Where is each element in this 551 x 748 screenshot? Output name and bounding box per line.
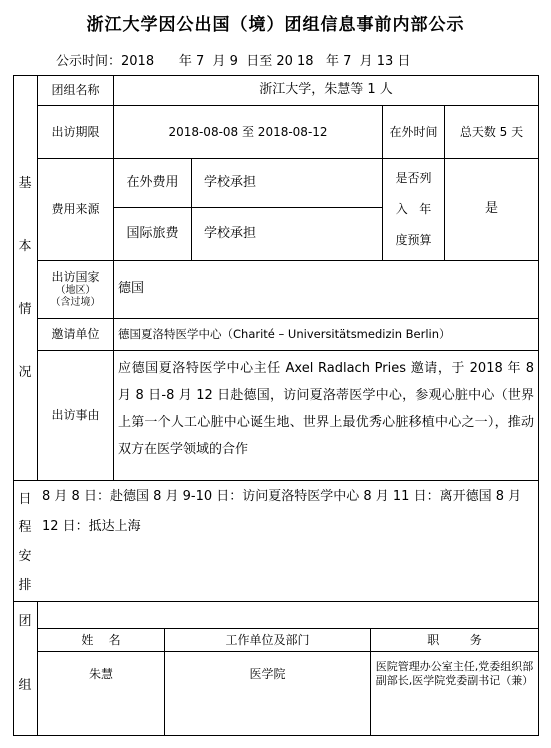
members-header-name: 姓 名 bbox=[81, 632, 121, 647]
inviter-label: 邀请单位 bbox=[51, 327, 100, 341]
budget-label-line-3: 度预算 bbox=[395, 233, 432, 247]
section-basic-char-2: 本 bbox=[18, 239, 32, 254]
member-position: 医院管理办公室主任,党委组织部副部长,医学院党委副书记（兼） bbox=[375, 659, 534, 687]
reason-value: 应德国夏洛特医学中心主任 Axel Radlach Pries 邀请，于 2018 年 8 月 8 日-8 月 12 日赴德国，访问夏洛蒂医学中心，参观心脏中心（世界上第一个人工心脏中心诞生地、世界上最优秀心脏移植中心之一），推动双方在医学领域的合作 bbox=[118, 361, 534, 457]
reason-label: 出访事由 bbox=[51, 408, 100, 422]
section-basic-char-1: 基 bbox=[18, 176, 32, 191]
budget-label-line-2: 入 年 bbox=[395, 202, 432, 216]
section-schedule-char-1: 日 bbox=[18, 492, 32, 507]
abroad-time-label: 在外时间 bbox=[389, 124, 438, 139]
travel-cost-label: 国际旅费 bbox=[126, 225, 179, 241]
period-value: 2018-08-08 至 2018-08-12 bbox=[168, 124, 328, 139]
abroad-cost-label: 在外费用 bbox=[126, 174, 179, 190]
members-header-position: 职 务 bbox=[427, 632, 482, 647]
country-value: 德国 bbox=[118, 281, 145, 297]
member-unit: 医学院 bbox=[249, 666, 286, 681]
country-label-line-2: （地区） bbox=[55, 284, 96, 296]
page-title: 浙江大学因公出国（境）团组信息事前内部公示 bbox=[86, 15, 465, 35]
section-basic-char-4: 况 bbox=[18, 365, 32, 380]
period-label: 出访期限 bbox=[51, 124, 100, 139]
section-schedule-char-3: 安 bbox=[18, 549, 32, 564]
travel-cost-value: 学校承担 bbox=[204, 225, 257, 241]
country-label-line-3: （含过境） bbox=[50, 297, 101, 308]
country-label bbox=[38, 261, 113, 318]
group-name-value: 浙江大学，朱慧等 1 人 bbox=[259, 82, 393, 98]
section-group-char-1: 团 bbox=[18, 614, 32, 629]
abroad-cost-value: 学校承担 bbox=[204, 174, 257, 190]
members-header-unit: 工作单位及部门 bbox=[225, 632, 310, 647]
abroad-time-value: 总天数 5 天 bbox=[459, 124, 524, 139]
section-basic-char-3: 情 bbox=[18, 302, 32, 317]
schedule-text: 8 月 8 日：赴德国 8 月 9-10 日：访问夏洛特医学中心 8 月 11 日：离开德国 8 月 12 日：抵达上海 bbox=[42, 489, 522, 534]
inviter-value: 德国夏洛特医学中心（Charité – Universitätsmedizin Berlin） bbox=[118, 327, 451, 342]
country-label-line-1: 出访国家 bbox=[51, 269, 100, 284]
publish-time: 公示时间：2018 年 7 月 9 日至 20 18 年 7 月 13 日 bbox=[56, 54, 411, 69]
budget-label-line-1: 是否列 bbox=[395, 171, 432, 185]
budget-value: 是 bbox=[484, 201, 498, 217]
section-group-char-2: 组 bbox=[18, 678, 32, 693]
member-name: 朱慧 bbox=[88, 666, 113, 681]
group-name-label: 团组名称 bbox=[51, 83, 100, 97]
funding-label: 费用来源 bbox=[51, 202, 100, 216]
section-schedule-char-4: 排 bbox=[18, 578, 32, 593]
section-schedule-char-2: 程 bbox=[18, 520, 32, 535]
budget-label bbox=[383, 159, 444, 260]
